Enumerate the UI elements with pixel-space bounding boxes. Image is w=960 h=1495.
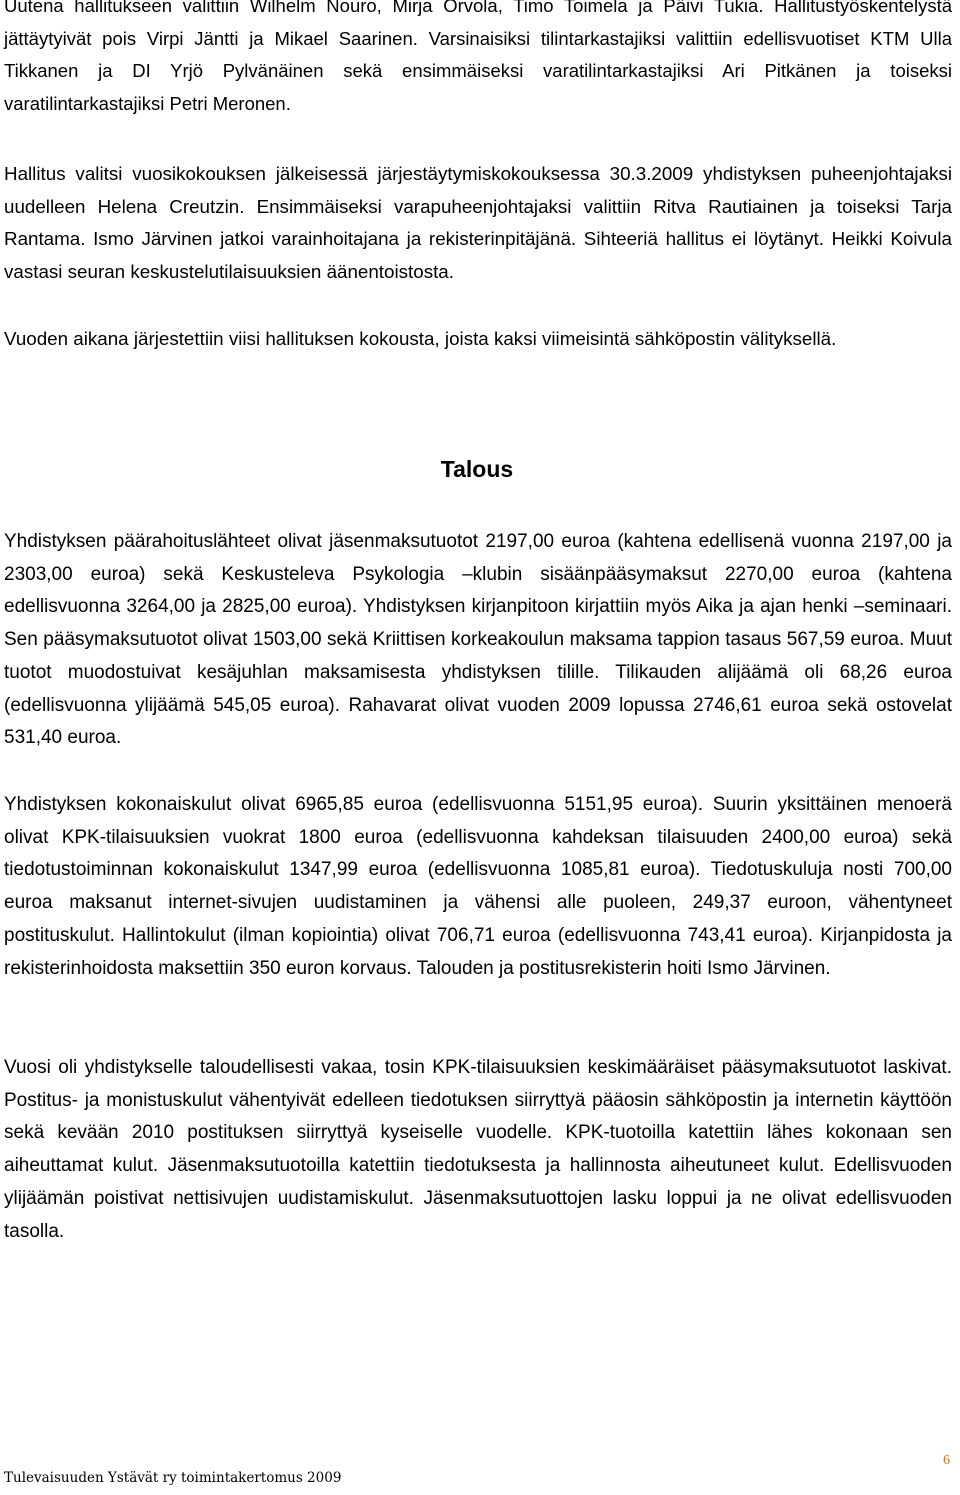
paragraph-finance-income: Yhdistyksen päärahoituslähteet olivat jäsenmaksutuotot 2197,00 euroa (kahtena edellisenä vuonna 2197,00 ja 2303,00 euroa) sekä Keskusteleva Psykologia –klubin sisäänpääsymaksut 2270,00 euroa (kahtena edellisvuonna 3264,00 ja 2825,00 euroa). Yhdistyksen kirjanpitoon kirjattiin myös Aika ja ajan henki –seminaari. Sen pääsymaksutuotot olivat 1503,00 sekä Kriittisen korkeakoulun maksama tappion tasaus 567,59 euroa. Muut tuotot muodostuivat kesäjuhlan maksamisesta yhdistyksen tilille. Tilikauden alijäämä oli 68,26 euroa (edellisvuonna ylijäämä 545,05 euroa). Rahavarat olivat vuoden 2009 lopussa 2746,61 euroa sekä ostovelat 531,40 euroa.: [4, 531, 952, 749]
paragraph-board-organization: Hallitus valitsi vuosikokouksen jälkeisessä järjestäytymiskokouksessa 30.3.2009 yhdistyksen puheenjohtajaksi uudelleen Helena Creutzin. Ensimmäiseksi varapuheenjohtajaksi valittiin Ritva Rautiainen ja toiseksi Tarja Rantama. Ismo Järvinen jatkoi varainhoitajana ja rekisterinpitäjänä. Sihteeriä hallitus ei löytänyt. Heikki Koivula vastasi seuran keskustelutilaisuuksien äänentoistosta.: [4, 163, 952, 282]
paragraph-finance-summary: Vuosi oli yhdistykselle taloudellisesti vakaa, tosin KPK-tilaisuuksien keskimääräiset pääsymaksutuotot laskivat. Postitus- ja monistuskulut vähentyivät edelleen tiedotuksen siirryttyä pääosin sähköpostin ja internetin käyttöön sekä kevään 2010 postituksen siirryttyä kyseiselle vuodelle. KPK-tuotoilla katettiin lähes kokonaan sen aiheuttamat kulut. Jäsenmaksutuotoilla katettiin tiedotuksesta ja hallinnosta aiheutuneet kulut. Edellisvuoden ylijäämän poistivat nettisivujen uudistamiskulut. Jäsenmaksutuottojen lasku loppui ja ne olivat edellisvuoden tasolla.: [4, 1057, 952, 1242]
page-number: 6: [943, 1453, 950, 1468]
paragraph-board-members: Uutena hallitukseen valittiin Wilhelm Nouro, Mirja Orvola, Timo Toimela ja Päivi Tukia. Hallitustyöskentelystä jättäytyivät pois Virpi Jäntti ja Mikael Saarinen. Varsinaisiksi tilintarkastajiksi valittiin edellisvuotiset KTM Ulla Tikkanen ja DI Yrjö Pylvänäinen sekä ensimmäiseksi varatilintarkastajiksi Ari Pitkänen ja toiseksi varatilintarkastajiksi Petri Meronen.: [4, 0, 952, 114]
section-heading-finance: Talous: [440, 456, 514, 482]
paragraph-board-meetings: Vuoden aikana järjestettiin viisi hallituksen kokousta, joista kaksi viimeisintä sähköpostin välityksellä.: [4, 328, 837, 349]
footer-text: Tulevaisuuden Ystävät ry toimintakertomus 2009: [4, 1470, 342, 1486]
paragraph-finance-expenses: Yhdistyksen kokonaiskulut olivat 6965,85 euroa (edellisvuonna 5151,95 euroa). Suurin yksittäinen menoerä olivat KPK-tilaisuuksien vuokrat 1800 euroa (edellisvuonna kahdeksan tilaisuuden 2400,00 euroa) sekä tiedotustoiminnan kokonaiskulut 1347,99 euroa (edellisvuonna 1085,81 euroa). Tiedotuskuluja nosti 700,00 euroa maksanut internet-sivujen uudistaminen ja vähensi alle puoleen, 249,37 euroon, vähentyneet postituskulut. Hallintokulut (ilman kopiointia) olivat 706,71 euroa (edellisvuonna 743,41 euroa). Kirjanpidosta ja rekisterinhoidosta maksettiin 350 euron korvaus. Talouden ja postitusrekisterin hoiti Ismo Järvinen.: [4, 794, 952, 979]
